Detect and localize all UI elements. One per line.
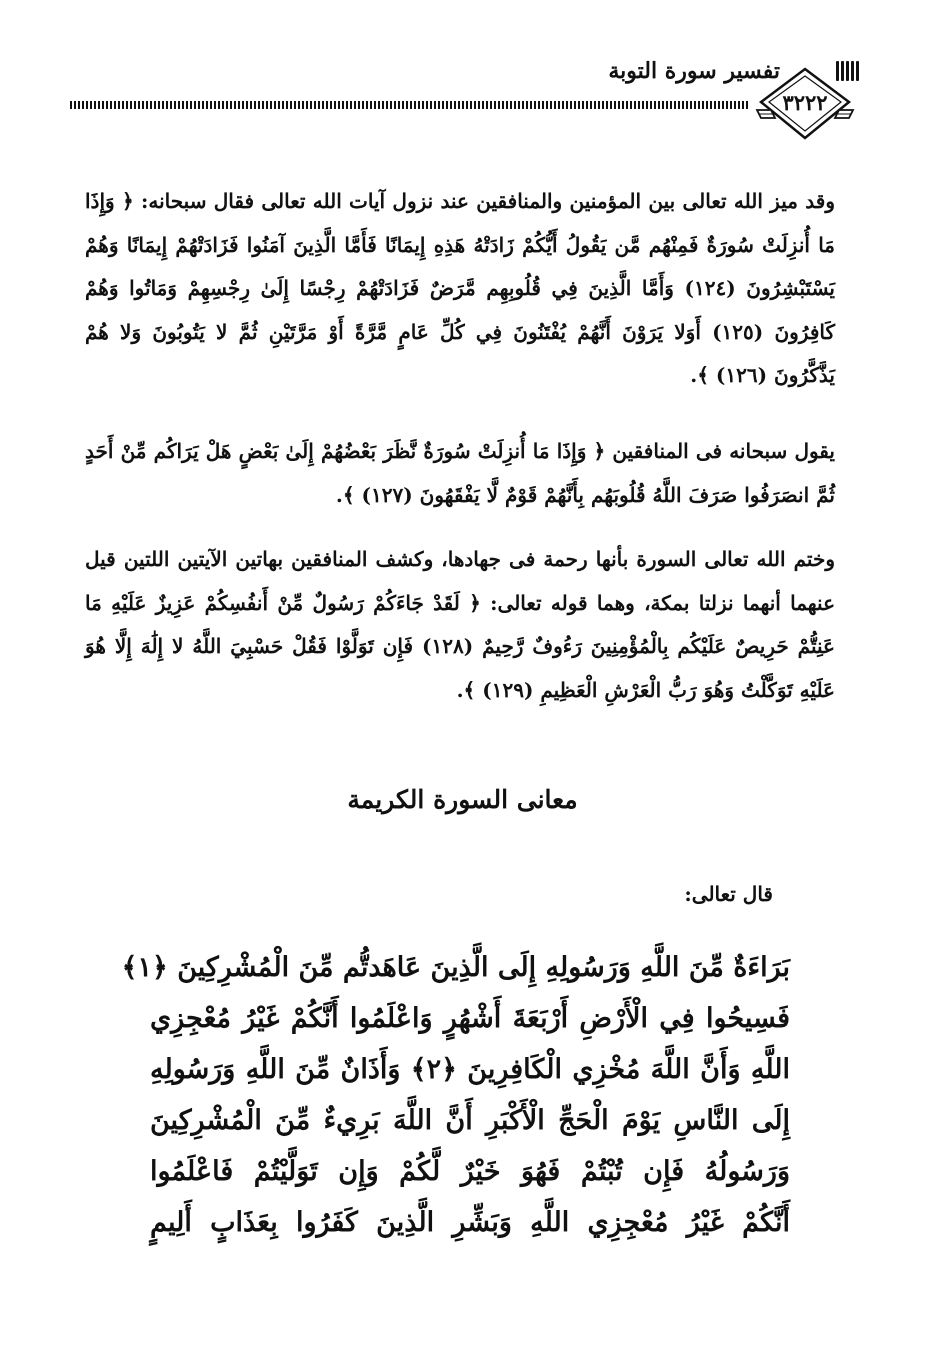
paragraph-2: يقول سبحانه فى المنافقين ﴿ وَإِذَا مَا أُنزِلَتْ سُورَةٌ نَّظَرَ بَعْضُهُمْ إِلَىٰ بَعْضٍ هَلْ يَرَاكُم مِّنْ أَحَدٍ ثُمَّ انصَرَفُوا صَرَفَ اللَّهُ قُلُوبَهُم بِأَنَّهُمْ قَوْمٌ لَّا يَفْقَهُونَ (١٢٧) ﴾. bbox=[85, 439, 835, 507]
quran-verse-block bbox=[121, 942, 790, 1248]
verse-line: فَسِيحُوا فِي الْأَرْضِ أَرْبَعَةَ أَشْهُرٍ وَاعْلَمُوا أَنَّكُمْ غَيْرُ مُعْجِزِي bbox=[150, 1003, 790, 1034]
verse-intro: قال تعالى: bbox=[684, 882, 773, 906]
verse-line: اللَّهِ وَأَنَّ اللَّهَ مُخْزِي الْكَافِرِينَ ﴿٢﴾ وَأَذَانٌ مِّنَ اللَّهِ وَرَسُولِهِ bbox=[150, 1054, 790, 1085]
paragraph-3: وختم الله تعالى السورة بأنها رحمة فى جهادها، وكشف المنافقين بهاتين الآيتين اللتين قيل عنهما أنهما نزلتا بمكة، وهما قوله تعالى: ﴿ لَقَدْ جَاءَكُمْ رَسُولٌ مِّنْ أَنفُسِكُمْ عَزِيزٌ عَلَيْهِ مَا عَنِتُّمْ حَرِيصٌ عَلَيْكُم بِالْمُؤْمِنِينَ رَءُوفٌ رَّحِيمٌ (١٢٨) فَإِن تَوَلَّوْا فَقُلْ حَسْبِيَ اللَّهُ لا إِلَٰهَ إِلَّا هُوَ عَلَيْهِ تَوَكَّلْتُ وَهُوَ رَبُّ الْعَرْشِ الْعَظِيمِ (١٢٩) ﴾. bbox=[85, 547, 835, 702]
header-rule bbox=[70, 101, 750, 109]
page-header bbox=[70, 52, 860, 147]
verse-line: وَرَسُولُهُ فَإِن تُبْتُمْ فَهُوَ خَيْرٌ لَّكُمْ وَإِن تَوَلَّيْتُمْ فَاعْلَمُوا bbox=[150, 1156, 790, 1187]
verse-line: بَرَاءَةٌ مِّنَ اللَّهِ وَرَسُولِهِ إِلَى الَّذِينَ عَاهَدتُّم مِّنَ الْمُشْرِكِينَ ﴿١﴾ bbox=[121, 952, 790, 983]
section-title: معانى السورة الكريمة bbox=[347, 784, 578, 814]
verse-line: إِلَى النَّاسِ يَوْمَ الْحَجِّ الْأَكْبَرِ أَنَّ اللَّهَ بَرِيءٌ مِّنَ الْمُشْرِكِينَ bbox=[150, 1105, 790, 1136]
running-title: تفسير سورة التوبة bbox=[608, 58, 780, 84]
page-number: ٣٢٢٢ bbox=[782, 90, 828, 115]
verse-line: أَنَّكُمْ غَيْرُ مُعْجِزِي اللَّهِ وَبَشِّرِ الَّذِينَ كَفَرُوا بِعَذَابٍ أَلِيمٍ bbox=[150, 1207, 790, 1238]
paragraph-1: وقد ميز الله تعالى بين المؤمنين والمنافقين عند نزول آيات الله تعالى فقال سبحانه: ﴿ وَإِذَا مَا أُنزِلَتْ سُورَةٌ فَمِنْهُم مَّن يَقُولُ أَيُّكُمْ زَادَتْهُ هَذِهِ إِيمَانًا فَأَمَّا الَّذِينَ آمَنُوا فَزَادَتْهُمْ إِيمَانًا وَهُمْ يَسْتَبْشِرُونَ (١٢٤) وَأَمَّا الَّذِينَ فِي قُلُوبِهِم مَّرَضٌ فَزَادَتْهُمْ رِجْسًا إِلَىٰ رِجْسِهِمْ وَمَاتُوا وَهُمْ كَافِرُونَ (١٢٥) أَوَلا يَرَوْنَ أَنَّهُمْ يُفْتَنُونَ فِي كُلِّ عَامٍ مَّرَّةً أَوْ مَرَّتَيْنِ ثُمَّ لا يَتُوبُونَ وَلا هُمْ يَذَّكَّرُونَ (١٢٦) ﴾. bbox=[85, 189, 836, 387]
page-number-badge bbox=[755, 66, 855, 142]
